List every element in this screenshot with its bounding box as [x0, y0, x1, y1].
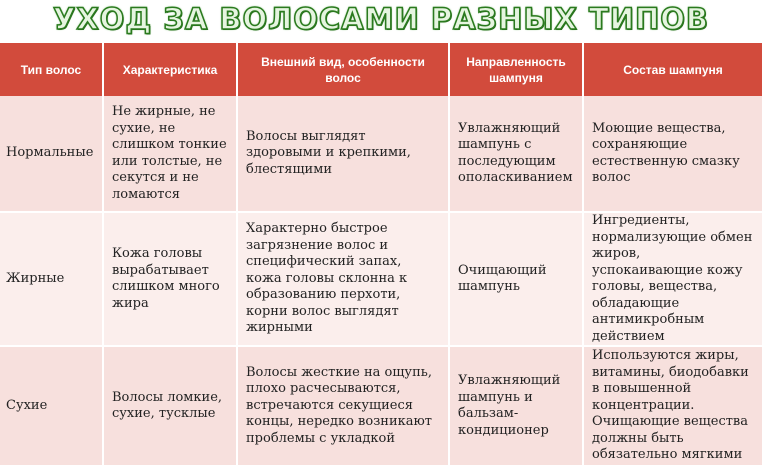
- cell-shampoo-purpose: Увлажняющий шампунь с последующим ополаскиванием: [449, 96, 583, 212]
- cell-shampoo-composition: Ингредиенты, нормализующие обмен жиров, успокаивающие кожу головы, вещества, обладающие антимикробным действием: [583, 212, 762, 346]
- cell-appearance: Волосы жесткие на ощупь, плохо расчесываются, встречаются секущиеся концы, нередко возникают проблемы с укладкой: [237, 346, 449, 466]
- cell-characteristic: Не жирные, не сухие, не слишком тонкие или толстые, не секутся и не ломаются: [103, 96, 237, 212]
- table-row: [0, 96, 762, 212]
- page-title: УХОД ЗА ВОЛОСАМИ РАЗНЫХ ТИПОВ: [52, 2, 710, 36]
- table-row: [0, 346, 762, 466]
- table-header-row: [0, 43, 762, 96]
- cell-shampoo-composition: Моющие вещества, сохраняющие естественную смазку волос: [583, 96, 762, 212]
- cell-hair-type: Сухие: [0, 346, 103, 466]
- header-characteristic: Характеристика: [103, 43, 237, 96]
- cell-shampoo-purpose: Увлажняющий шампунь и бальзам-кондиционер: [449, 346, 583, 466]
- cell-appearance: Волосы выглядят здоровыми и крепкими, блестящими: [237, 96, 449, 212]
- header-shampoo-purpose: Направленность шампуня: [449, 43, 583, 96]
- cell-appearance: Характерно быстрое загрязнение волос и специфический запах, кожа головы склонна к образованию перхоти, корни волос выглядят жирными: [237, 212, 449, 346]
- header-shampoo-composition: Состав шампуня: [583, 43, 762, 96]
- hair-care-table: [0, 43, 762, 467]
- table-row: [0, 212, 762, 346]
- cell-characteristic: Волосы ломкие, сухие, тусклые: [103, 346, 237, 466]
- cell-shampoo-composition: Используются жиры, витамины, биодобавки в повышенной концентрации. Очищающие вещества должны быть обязательно мягкими: [583, 346, 762, 466]
- cell-hair-type: Нормальные: [0, 96, 103, 212]
- header-hair-type: Тип волос: [0, 43, 103, 96]
- cell-shampoo-purpose: Очищающий шампунь: [449, 212, 583, 346]
- cell-characteristic: Кожа головы вырабатывает слишком много жира: [103, 212, 237, 346]
- header-appearance: Внешний вид, особенности волос: [237, 43, 449, 96]
- cell-hair-type: Жирные: [0, 212, 103, 346]
